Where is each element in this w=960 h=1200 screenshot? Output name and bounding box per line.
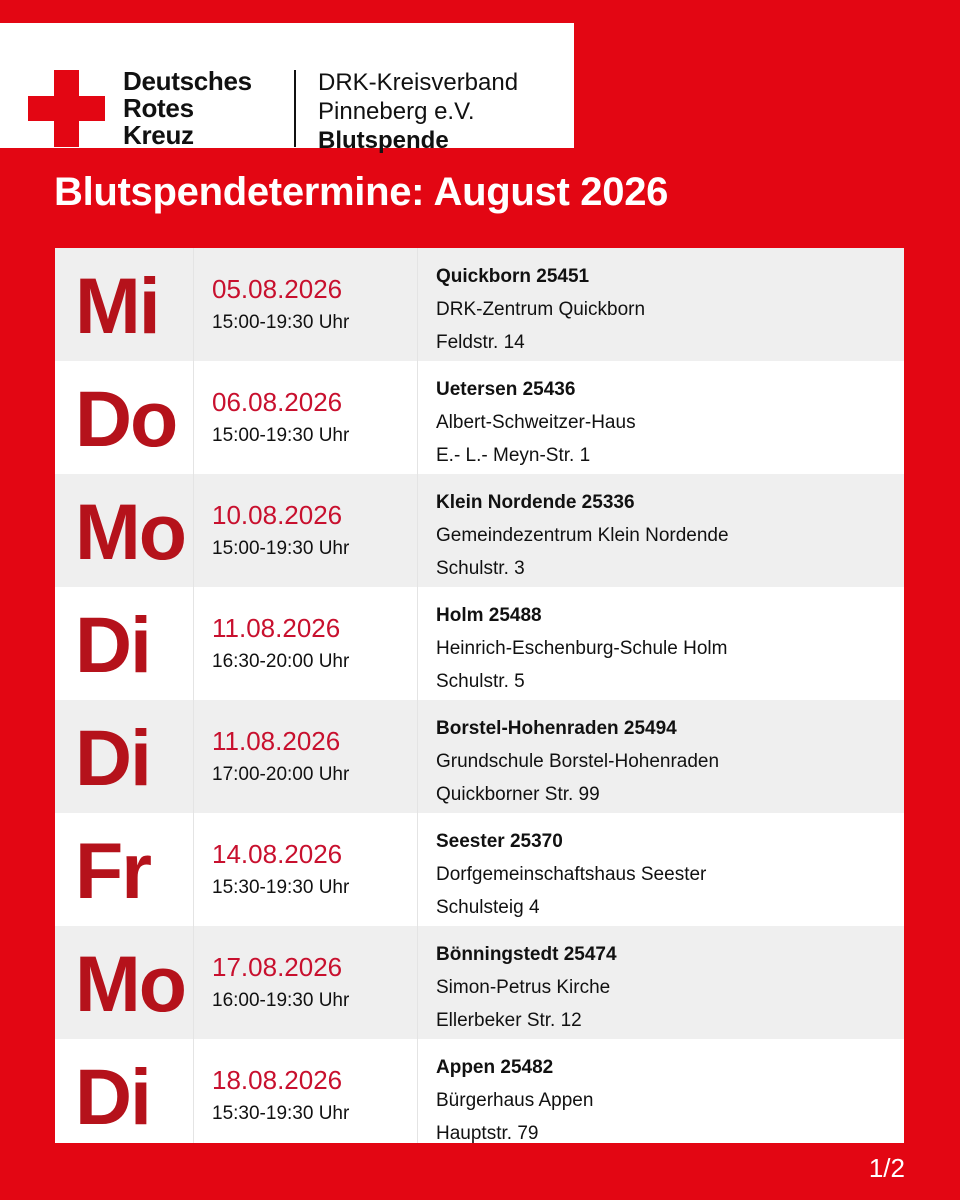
brand-name xyxy=(123,68,252,149)
column-divider xyxy=(417,813,418,926)
column-divider xyxy=(417,700,418,813)
venue-address: Schulstr. 5 xyxy=(436,671,525,692)
venue-address: Schulsteig 4 xyxy=(436,897,540,918)
column-divider xyxy=(193,587,194,700)
date-label: 05.08.2026 xyxy=(212,274,343,304)
column-divider xyxy=(193,248,194,361)
column-divider xyxy=(193,474,194,587)
logo-box xyxy=(0,23,574,154)
column-divider xyxy=(417,1039,418,1143)
brand-line: Deutsches xyxy=(123,66,252,96)
column-divider xyxy=(417,361,418,474)
location-block xyxy=(436,1051,593,1150)
brand-line: Kreuz xyxy=(123,120,194,150)
time-label: 17:00-20:00 Uhr xyxy=(212,764,350,785)
date-label: 11.08.2026 xyxy=(212,613,341,643)
time-label: 16:30-20:00 Uhr xyxy=(212,651,350,672)
weekday-label: Do xyxy=(75,374,177,463)
weekday-label: Fr xyxy=(75,826,150,915)
place-name: Seester 25370 xyxy=(436,831,563,852)
time-label: 15:00-19:30 Uhr xyxy=(212,425,350,446)
weekday-label: Di xyxy=(75,600,150,689)
venue-name: Albert-Schweitzer-Haus xyxy=(436,412,636,433)
venue-name: Bürgerhaus Appen xyxy=(436,1090,594,1111)
appointment-row xyxy=(55,926,904,1039)
org-name xyxy=(318,68,518,155)
weekday-label: Mi xyxy=(75,261,159,350)
appointment-row xyxy=(55,587,904,700)
date-label: 11.08.2026 xyxy=(212,726,341,756)
org-line1: DRK-Kreisverband xyxy=(318,69,519,96)
location-block xyxy=(436,938,617,1037)
org-line2: Pinneberg e.V. xyxy=(318,98,475,125)
venue-address: Feldstr. 14 xyxy=(436,332,525,353)
appointment-row xyxy=(55,248,904,361)
appointments-table xyxy=(55,248,904,1143)
time-label: 15:30-19:30 Uhr xyxy=(212,1103,350,1124)
appointment-row xyxy=(55,361,904,474)
time-label: 16:00-19:30 Uhr xyxy=(212,990,350,1011)
venue-address: Schulstr. 3 xyxy=(436,558,525,579)
venue-name: Heinrich-Eschenburg-Schule Holm xyxy=(436,638,728,659)
column-divider xyxy=(193,926,194,1039)
venue-name: Gemeindezentrum Klein Nordende xyxy=(436,525,729,546)
location-block xyxy=(436,260,645,359)
venue-name: Simon-Petrus Kirche xyxy=(436,977,611,998)
date-label: 06.08.2026 xyxy=(212,387,343,417)
venue-address: E.- L.- Meyn-Str. 1 xyxy=(436,445,591,466)
date-label: 14.08.2026 xyxy=(212,839,343,869)
weekday-label: Di xyxy=(75,1052,150,1141)
appointment-row xyxy=(55,700,904,813)
appointment-row xyxy=(55,813,904,926)
place-name: Uetersen 25436 xyxy=(436,379,576,400)
location-block xyxy=(436,599,727,698)
appointment-row xyxy=(55,1039,904,1143)
location-block xyxy=(436,373,636,472)
column-divider xyxy=(417,926,418,1039)
appointment-row xyxy=(55,474,904,587)
org-line3: Blutspende xyxy=(318,127,449,154)
weekday-label: Mo xyxy=(75,487,186,576)
column-divider xyxy=(417,474,418,587)
venue-address: Ellerbeker Str. 12 xyxy=(436,1010,582,1031)
venue-address: Hauptstr. 79 xyxy=(436,1123,539,1144)
time-label: 15:00-19:30 Uhr xyxy=(212,312,350,333)
place-name: Quickborn 25451 xyxy=(436,266,590,287)
date-label: 17.08.2026 xyxy=(212,952,343,982)
time-label: 15:00-19:30 Uhr xyxy=(212,538,350,559)
place-name: Holm 25488 xyxy=(436,605,542,626)
place-name: Appen 25482 xyxy=(436,1057,554,1078)
location-block xyxy=(436,825,706,924)
place-name: Klein Nordende 25336 xyxy=(436,492,635,513)
column-divider xyxy=(193,813,194,926)
page-indicator: 1/2 xyxy=(868,1153,905,1183)
time-label: 15:30-19:30 Uhr xyxy=(212,877,350,898)
column-divider xyxy=(417,248,418,361)
red-cross-icon-bar xyxy=(28,96,105,121)
date-label: 10.08.2026 xyxy=(212,500,343,530)
place-name: Bönningstedt 25474 xyxy=(436,944,617,965)
weekday-label: Di xyxy=(75,713,150,802)
place-name: Borstel-Hohenraden 25494 xyxy=(436,718,677,739)
column-divider xyxy=(417,587,418,700)
location-block xyxy=(436,712,719,811)
logo-divider xyxy=(294,70,296,147)
column-divider xyxy=(193,700,194,813)
page-title: Blutspendetermine: August 2026 xyxy=(54,170,669,214)
venue-name: DRK-Zentrum Quickborn xyxy=(436,299,646,320)
column-divider xyxy=(193,1039,194,1143)
venue-address: Quickborner Str. 99 xyxy=(436,784,600,805)
brand-line: Rotes xyxy=(123,93,194,123)
weekday-label: Mo xyxy=(75,939,186,1028)
venue-name: Dorfgemeinschaftshaus Seester xyxy=(436,864,707,885)
location-block xyxy=(436,486,729,585)
column-divider xyxy=(193,361,194,474)
date-label: 18.08.2026 xyxy=(212,1065,343,1095)
venue-name: Grundschule Borstel-Hohenraden xyxy=(436,751,720,772)
